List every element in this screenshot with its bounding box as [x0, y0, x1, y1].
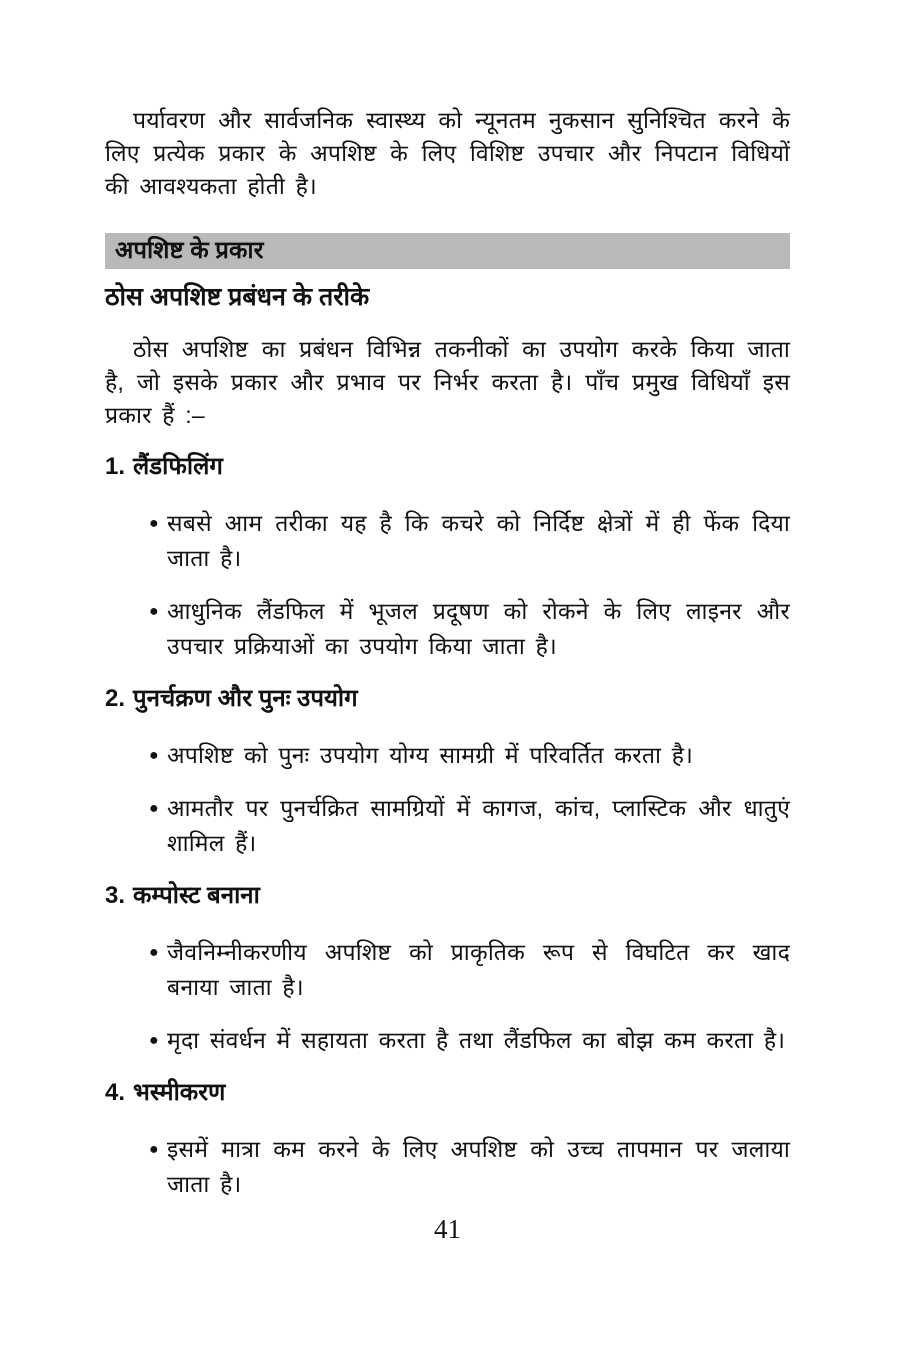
methods-intro-paragraph: ठोस अपशिष्ट का प्रबंधन विभिन्न तकनीकों का उपयोग करके किया जाता है, जो इसके प्रकार और प्रभाव पर निर्भर करता है। पाँच प्रमुख विधियाँ इस प्रकार हैं :– [105, 336, 790, 428]
bullet-icon: ● [149, 1141, 159, 1158]
bullet-text: अपशिष्ट को पुनः उपयोग योग्य सामग्री में परिवर्तित करता है। [167, 742, 694, 768]
list-item [105, 506, 790, 576]
bullet-text: जैवनिम्नीकरणीय अपशिष्ट को प्राकृतिक रूप से विघटित कर खाद बनाया जाता है। [167, 939, 790, 1000]
method-1-title: लैंडफिलिंग [133, 453, 223, 480]
list-item [105, 1132, 790, 1202]
bullet-text: आमतौर पर पुनर्चक्रित सामग्रियों में कागज, कांच, प्लास्टिक और धातुएं शामिल हैं। [167, 795, 790, 856]
method-2-title: पुनर्चक्रण और पुनः उपयोग [133, 685, 358, 712]
method-2-number: 2. [105, 685, 126, 712]
method-4-number: 4. [105, 1079, 126, 1106]
bullet-icon: ● [149, 944, 159, 961]
page-number: 41 [434, 1214, 461, 1244]
bullet-text: आधुनिक लैंडफिल में भूजल प्रदूषण को रोकने के लिए लाइनर और उपचार प्रक्रियाओं का उपयोग किया जाता है। [167, 598, 790, 659]
list-item [105, 594, 790, 664]
bullet-text: सबसे आम तरीका यह है कि कचरे को निर्दिष्ट क्षेत्रों में ही फेंक दिया जाता है। [167, 510, 790, 571]
intro-paragraph: पर्यावरण और सार्वजनिक स्वास्थ्य को न्यूनतम नुकसान सुनिश्चित करने के लिए प्रत्येक प्रकार के अपशिष्ट के लिए विशिष्ट उपचार और निपटान विधियों की आवश्यकता होती है। [105, 107, 790, 199]
bullet-text: इसमें मात्रा कम करने के लिए अपशिष्ट को उच्च तापमान पर जलाया जाता है। [167, 1136, 790, 1197]
method-1-number: 1. [105, 453, 126, 480]
bullet-icon: ● [149, 800, 159, 817]
bullet-icon: ● [149, 1032, 159, 1049]
method-3-title: कम्पोस्ट बनाना [133, 882, 260, 909]
bullet-icon: ● [149, 603, 159, 620]
method-4-heading [105, 1078, 790, 1108]
section-banner-label: अपशिष्ट के प्रकार [115, 237, 264, 264]
section-banner [105, 233, 790, 269]
method-4-bullets [105, 1132, 790, 1202]
subheading: ठोस अपशिष्ट प्रबंधन के तरीके [105, 283, 370, 311]
method-2-heading [105, 684, 790, 714]
method-4-title: भस्मीकरण [133, 1079, 226, 1106]
method-3-bullets [105, 935, 790, 1058]
method-1-bullets [105, 506, 790, 664]
bullet-text: मृदा संवर्धन में सहायता करता है तथा लैंडफिल का बोझ कम करता है। [167, 1027, 786, 1053]
method-2-bullets [105, 738, 790, 861]
method-3-number: 3. [105, 882, 126, 909]
bullet-icon: ● [149, 515, 159, 532]
list-item [105, 791, 790, 861]
list-item [105, 738, 790, 773]
list-item [105, 935, 790, 1005]
list-item [105, 1023, 790, 1058]
method-1-heading [105, 452, 790, 482]
bullet-icon: ● [149, 747, 159, 764]
method-3-heading [105, 881, 790, 911]
